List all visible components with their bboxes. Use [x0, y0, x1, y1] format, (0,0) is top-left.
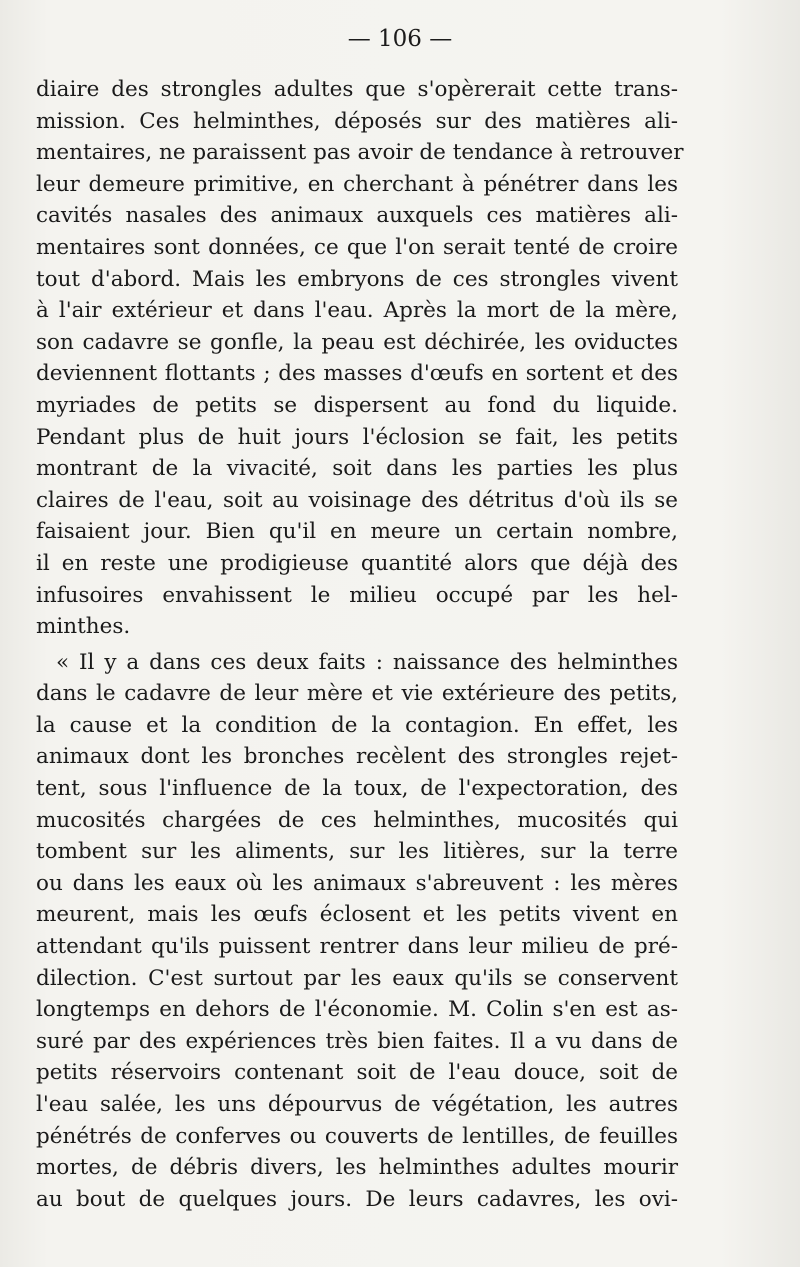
text-line: il en reste une prodigieuse quantité alors que déjà des — [36, 550, 678, 576]
page-number: — 106 — — [347, 26, 453, 52]
text-line: animaux dont les bronches recèlent des strongles rejet- — [36, 744, 678, 770]
text-line: dilection. C'est surtout par les eaux qu'ils se conservent — [36, 965, 678, 991]
text-line: « Il y a dans ces deux faits : naissance des helminthes — [56, 649, 678, 675]
text-line: petits réservoirs contenant soit de l'eau douce, soit de — [36, 1060, 678, 1086]
text-line: au bout de quelques jours. De leurs cadavres, les ovi- — [36, 1186, 678, 1212]
text-line: à l'air extérieur et dans l'eau. Après la mort de la mère, — [36, 298, 678, 324]
text-line: meurent, mais les œufs éclosent et les petits vivent en — [36, 902, 678, 928]
text-line: diaire des strongles adultes que s'opèrerait cette trans- — [36, 77, 678, 102]
text-line: attendant qu'ils puissent rentrer dans leur milieu de pré- — [36, 934, 678, 960]
text-line: mortes, de débris divers, les helminthes adultes mourir — [36, 1155, 678, 1181]
text-line: infusoires envahissent le milieu occupé par les hel- — [36, 582, 678, 608]
text-line: faisaient jour. Bien qu'il en meure un certain nombre, — [36, 519, 678, 545]
text-line: la cause et la condition de la contagion. En effet, les — [36, 712, 678, 738]
text-line: ou dans les eaux où les animaux s'abreuvent : les mères — [36, 870, 678, 896]
text-line: myriades de petits se dispersent au fond du liquide. — [36, 392, 678, 418]
text-line: son cadavre se gonfle, la peau est déchirée, les oviductes — [36, 329, 678, 355]
body-text — [36, 74, 684, 1215]
text-line: mentaires sont données, ce que l'on serait tenté de croire — [36, 234, 678, 260]
text-line: minthes. — [36, 614, 131, 640]
text-line: mission. Ces helminthes, déposés sur des matières ali- — [36, 108, 678, 134]
text-line: tent, sous l'influence de la toux, de l'expectoration, des — [36, 776, 678, 802]
text-line: deviennent flottants ; des masses d'œufs en sortent et des — [36, 361, 678, 387]
text-line: montrant de la vivacité, soit dans les parties les plus — [36, 456, 678, 482]
text-line: leur demeure primitive, en cherchant à pénétrer dans les — [36, 171, 678, 197]
text-line: tombent sur les aliments, sur les litières, sur la terre — [36, 839, 678, 865]
text-line: l'eau salée, les uns dépourvus de végétation, les autres — [36, 1092, 678, 1117]
text-line: cavités nasales des animaux auxquels ces matières ali- — [36, 203, 678, 229]
text-line: tout d'abord. Mais les embryons de ces strongles vivent — [36, 266, 678, 292]
text-line: Pendant plus de huit jours l'éclosion se fait, les petits — [36, 424, 678, 450]
text-line: pénétrés de conferves ou couverts de lentilles, de feuilles — [36, 1123, 678, 1149]
text-line: claires de l'eau, soit au voisinage des détritus d'où ils se — [36, 487, 678, 513]
text-line: suré par des expériences très bien faites. Il a vu dans de — [36, 1028, 678, 1054]
text-line: dans le cadavre de leur mère et vie extérieure des petits, — [36, 681, 678, 707]
paragraph-1 — [36, 74, 684, 643]
text-line: mucosités chargées de ces helminthes, mucosités qui — [36, 807, 678, 833]
text-line: longtemps en dehors de l'économie. M. Colin s'en est as- — [36, 997, 678, 1023]
paragraph-2 — [36, 647, 678, 1216]
text-line: mentaires, ne paraissent pas avoir de tendance à retrouver — [36, 140, 684, 166]
